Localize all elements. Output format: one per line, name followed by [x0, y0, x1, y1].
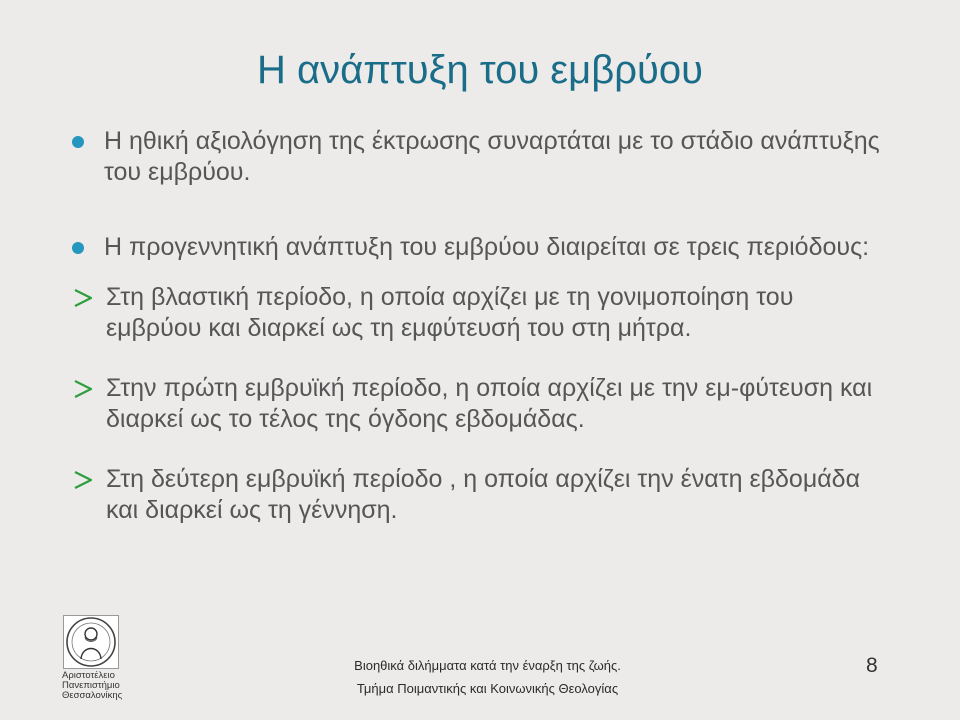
university-name-line: Πανεπιστήμιο — [62, 680, 120, 691]
subpoint-item — [72, 464, 890, 526]
subpoint-text: Στη βλαστική περίοδο, η οποία αρχίζει με τη γονιμοποίηση του εμβρύου και διαρκεί ως τη εμφύτευσή του στη μήτρα. — [106, 283, 794, 342]
university-name — [62, 671, 122, 701]
bullet-dot-icon — [72, 136, 84, 148]
arrow-bullet-icon — [72, 470, 94, 490]
university-name-line: Αριστοτέλειο — [62, 670, 115, 681]
footer-department: Τμήμα Ποιμαντικής και Κοινωνικής Θεολογίας — [356, 681, 619, 696]
bullet-dot-icon — [72, 242, 84, 254]
bullet-text: Η προγεννητική ανάπτυξη του εμβρύου διαιρείται σε τρεις περιόδους: — [104, 233, 870, 261]
subpoint-item — [72, 373, 890, 435]
bullet-item — [72, 232, 890, 263]
bullet-item — [72, 126, 890, 188]
arrow-bullet-icon — [72, 379, 94, 399]
subpoint-text: Στην πρώτη εμβρυϊκή περίοδο, η οποία αρχίζει με την εμ-φύτευση και διαρκεί ως το τέλος της όγδοης εβδομάδας. — [106, 374, 873, 433]
bullet-text: Η ηθική αξιολόγηση της έκτρωσης συναρτάται με το στάδιο ανάπτυξης του εμβρύου. — [104, 127, 880, 186]
university-seal-icon — [63, 615, 119, 669]
footer-course-title: Βιοηθικά διλήμματα κατά την έναρξη της ζωής. — [354, 658, 621, 673]
page-number: 8 — [866, 654, 878, 677]
slide-title: Η ανάπτυξη του εμβρύου — [257, 48, 703, 92]
subpoint-item — [72, 282, 890, 344]
arrow-bullet-icon — [72, 288, 94, 308]
slide-content — [72, 126, 890, 526]
subpoint-text: Στη δεύτερη εμβρυϊκή περίοδο , η οποία αρχίζει την ένατη εβδομάδα και διαρκεί ως τη γέννηση. — [106, 465, 861, 524]
university-name-line: Θεσσαλονίκης — [62, 690, 123, 701]
